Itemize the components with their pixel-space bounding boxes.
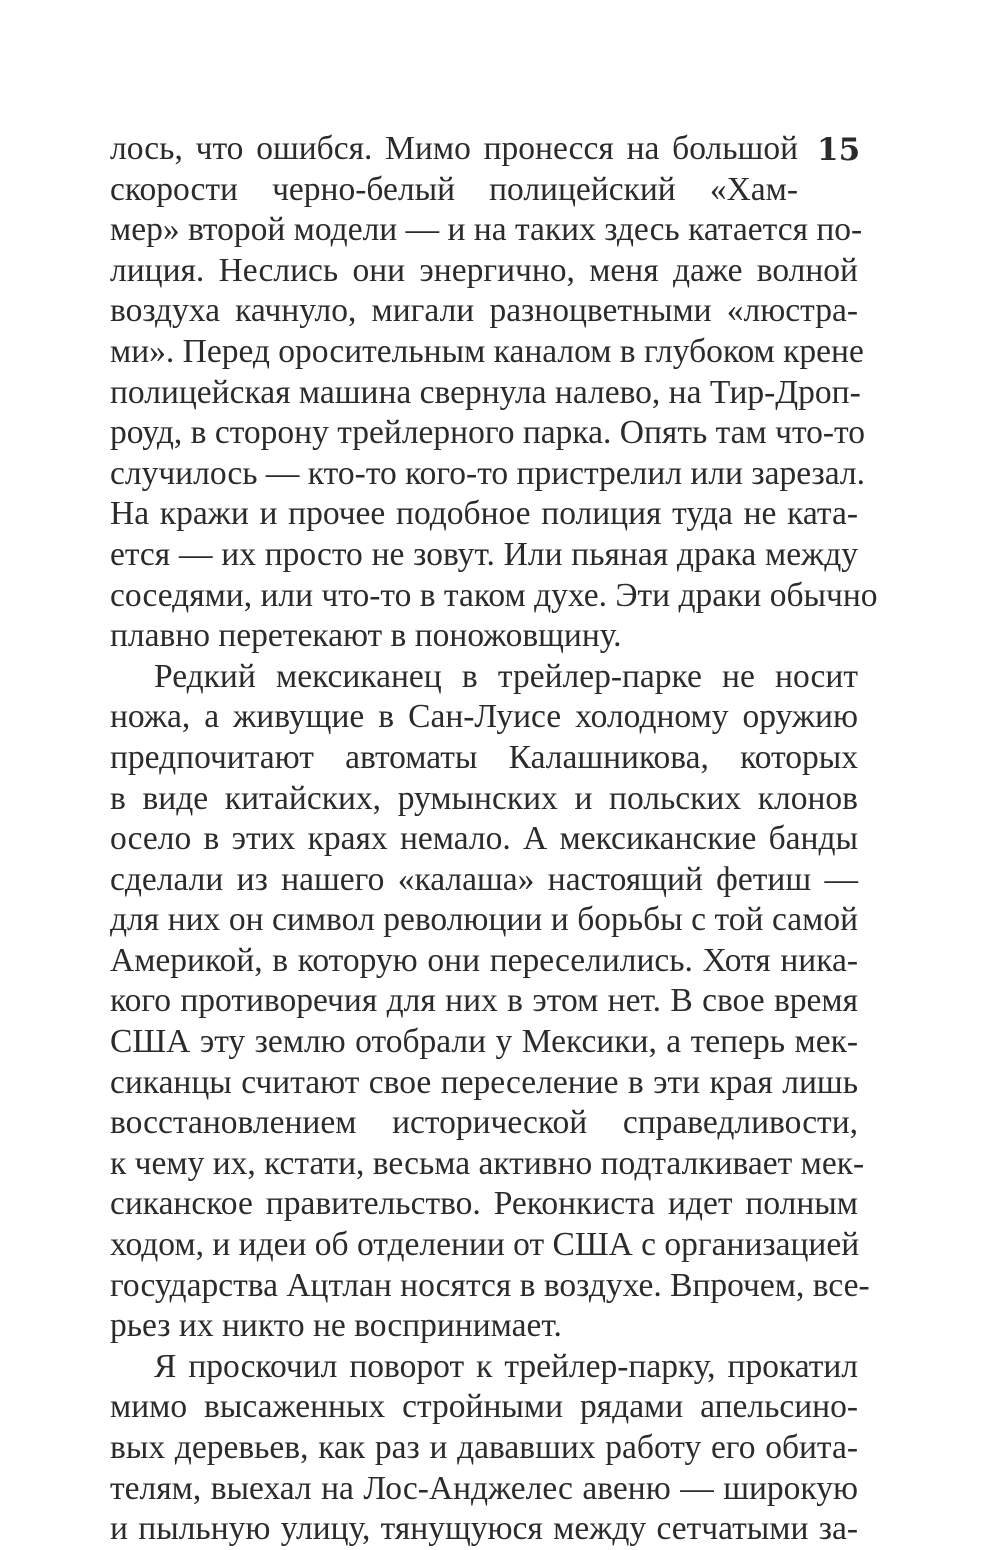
text-line: восстановлением исторической справедливости, [110, 1104, 858, 1142]
text-line: кого противоречия для них в этом нет. В свое время [110, 982, 858, 1020]
text-line: роуд, в сторону трейлерного парка. Опять там что-то [110, 414, 866, 452]
text-line: воздуха качнуло, мигали разноцветными «люстра- [110, 292, 858, 330]
text-line: для них он символ революции и борьбы с той самой [110, 901, 858, 939]
text-line: к чему их, кстати, весьма активно подталкивает мек- [110, 1144, 865, 1182]
text-line: рьез их никто не воспринимает. [110, 1307, 562, 1345]
text-line: предпочитают автоматы Калашникова, которых [110, 738, 858, 776]
text-line: случилось — кто-то кого-то пристрелил или зарезал. [110, 454, 865, 492]
text-line: сиканцы считают свое переселение в эти края лишь [110, 1063, 858, 1101]
text-line: мимо высаженных стройными рядами апельсино- [110, 1388, 858, 1426]
page-number: 15 [817, 132, 861, 168]
text-line: соседями, или что-то в таком духе. Эти драки обычно [110, 576, 878, 614]
text-line: мер» второй модели — и на таких здесь катается по- [110, 211, 863, 249]
text-line: лось, что ошибся. Мимо пронесся на большой [110, 130, 798, 167]
text-line: ходом, и идеи об отделении от США с организацией [110, 1226, 860, 1264]
text-line: США эту землю отобрали у Мексики, а теперь мек- [110, 1023, 858, 1061]
text-line: полицейская машина свернула налево, на Тир-Дроп- [110, 373, 861, 411]
text-line: Редкий мексиканец в трейлер-парке не носит [154, 657, 858, 695]
text-line: вых деревьев, как раз и дававших работу его обита- [110, 1429, 858, 1466]
text-line: сделали из нашего «калаша» настоящий фетиш — [110, 860, 858, 898]
text-line: в виде китайских, румынских и польских клонов [110, 779, 858, 817]
text-line: Я проскочил поворот к трейлер-парку, прокатил [154, 1347, 858, 1385]
text-line: государства Ацтлан носятся в воздухе. Впрочем, все- [110, 1266, 870, 1304]
text-line: осело в этих краях немало. А мексиканские банды [110, 820, 858, 858]
text-line: плавно перетекают в поножовщину. [110, 617, 622, 655]
text-line: ется — их просто не зовут. Или пьяная драка между [110, 535, 858, 573]
text-line: На кражи и прочее подобное полиция туда не ката- [110, 495, 858, 533]
text-line: сиканское правительство. Реконкиста идет полным [110, 1185, 858, 1223]
text-line: ми». Перед оросительным каналом в глубоком крене [110, 332, 864, 370]
text-line: скорости черно-белый полицейский «Хам- [110, 170, 798, 208]
text-line: лиция. Неслись они энергично, меня даже волной [110, 251, 858, 289]
body-text [110, 129, 878, 1550]
text-line: Америкой, в которую они переселились. Хотя ника- [110, 941, 858, 979]
text-line: ножа, а живущие в Сан-Луисе холодному оружию [110, 698, 858, 736]
text-line: телям, выехал на Лос-Анджелес авеню — широкую [110, 1469, 858, 1507]
text-line: и пыльную улицу, тянущуюся между сетчатыми за- [110, 1510, 858, 1548]
